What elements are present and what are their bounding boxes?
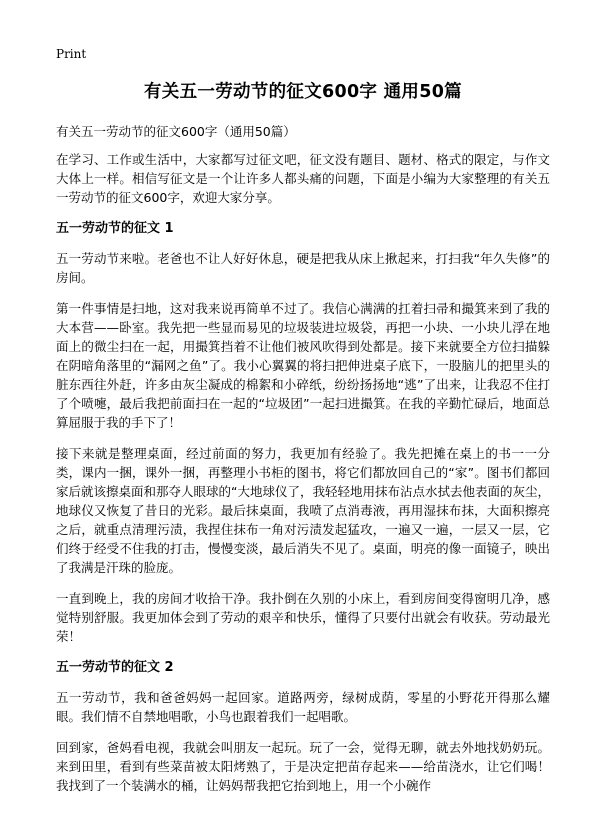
essay-section-1 (56, 219, 550, 646)
document-subtitle: 有关五一劳动节的征文600字（通用50篇） (56, 124, 296, 139)
article-body (56, 150, 550, 807)
section-heading: 五一劳动节的征文 2 (56, 660, 174, 675)
paragraph: 一直到晚上，我的房间才收拾干净。我扑倒在久别的小床上，看到房间变得窗明几净，感觉特别舒服。我更加体会到了劳动的艰辛和快乐，懂得了只要付出就会有收获。劳动最光荣！ (56, 591, 550, 644)
paragraph: 五一劳动节，我和爸爸妈妈一起回家。道路两旁，绿树成荫，零星的小野花开得那么耀眼。我们情不自禁地唱歌，小鸟也跟着我们一起唱歌。 (56, 690, 550, 724)
section-heading: 五一劳动节的征文 1 (56, 221, 174, 236)
paragraph: 第一件事情是扫地，这对我来说再简单不过了。我信心满满的扛着扫帚和撮箕来到了我的大本营——卧室。我先把一些显而易见的垃圾装进垃圾袋，再把一小块、一小块儿浮在地面上的微尘扫在一起，用撮箕挡着不让他们被风吹得到处都是。接下来就要全方位扫描躲在阴暗角落里的“漏网之鱼”了。我小心翼翼的将扫把伸进桌子底下，一股脑儿的把里头的脏东西往外赶，许多由灰尘凝成的棉絮和小碎纸，纷纷扬扬地“逃”了出来，让我忍不住打了个喷嚏，最后我把前面扫在一起的“垃圾团”一起扫进撮箕。在我的辛勤忙碌后，地面总算屈服于我的手下了！ (56, 301, 550, 430)
page-title: 有关五一劳动节的征文600字 通用50篇 (144, 82, 462, 102)
paragraph: 回到家，爸妈看电视，我就会叫朋友一起玩。玩了一会，觉得无聊，就去外地找奶奶玩。来到田里，看到有些菜苗被太阳烤熟了，于是决定把苗存起来——给苗浇水，让它们喝！我找到了一个装满水的桶，让妈妈帮我把它抬到地上，用一个小碗作 (56, 740, 550, 793)
essay-section-2 (56, 658, 550, 795)
intro-paragraph: 在学习、工作或生活中，大家都写过征文吧，征文没有题目、题材、格式的限定，与作文大体上一样。相信写征文是一个让许多人都头痛的问题，下面是小编为大家整理的有关五一劳动节的征文600字，欢迎大家分享。 (56, 152, 550, 205)
paragraph: 接下来就是整理桌面，经过前面的努力，我更加有经验了。我先把摊在桌上的书一一分类，课内一捆，课外一捆，再整理小书柜的图书，将它们都放回自己的“家”。图书们都回家后就该擦桌面和那夺人眼球的“大地球仪了，我轻轻地用抹布沾点水拭去他表面的灰尘，地球仪又恢复了昔日的光彩。最后抹桌面，我喷了点消毒液，再用湿抹布抹，大面积擦亮之后，就重点清理污渍，我捏住抹布一角对污渍发起猛攻，一遍又一遍，一层又一层，它们终于经受不住我的打击，慢慢变淡，最后消失不见了。桌面，明亮的像一面镜子，映出了我满是汗珠的脸庞。 (56, 446, 550, 575)
print-link[interactable]: Print (56, 47, 87, 61)
paragraph: 五一劳动节来啦。老爸也不让人好好休息，硬是把我从床上揪起来，打扫我“年久失修”的房间。 (56, 251, 550, 285)
